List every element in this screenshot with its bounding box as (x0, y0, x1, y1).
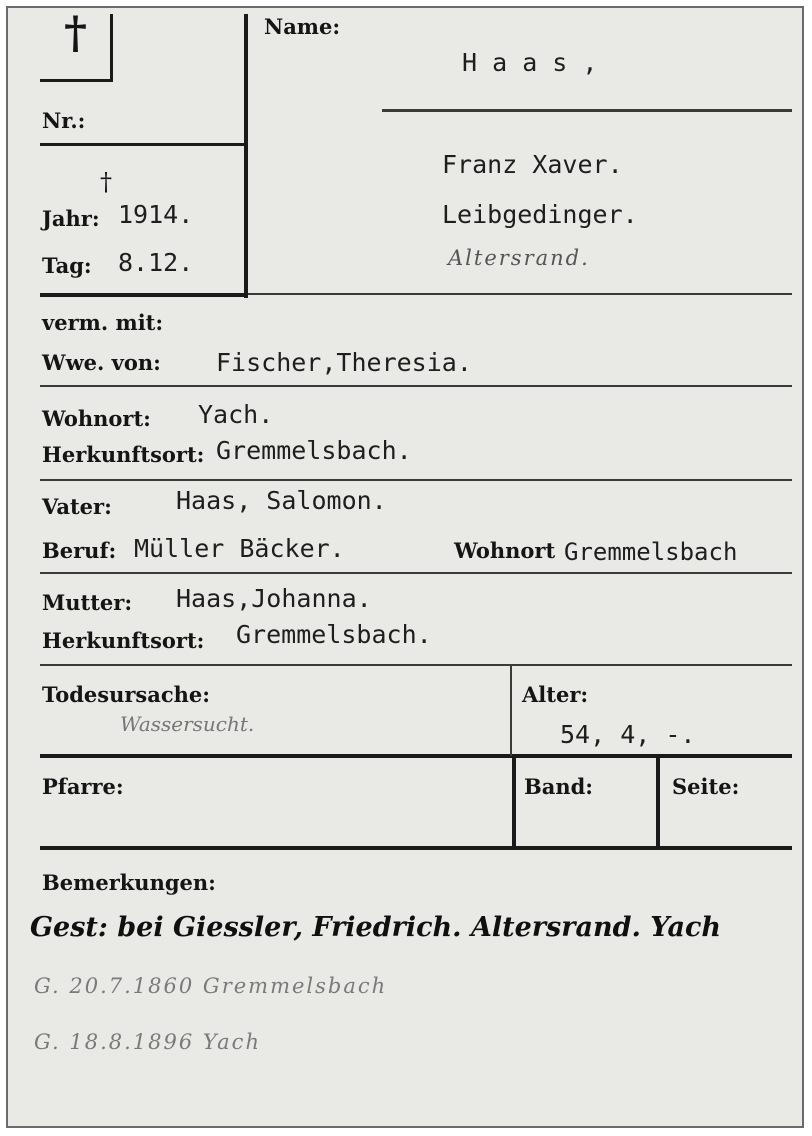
father-wohnort-label: Wohnort (454, 538, 556, 563)
residence-section-rule (40, 479, 792, 481)
seite-label: Seite: (672, 774, 740, 799)
pfarre-band-divider (512, 756, 516, 848)
cross-box-bottom-rule (40, 79, 110, 82)
age-value: 54, 4, -. (560, 720, 696, 749)
death-year-value: 1914. (118, 200, 194, 229)
vater-label: Vater: (42, 494, 112, 519)
header-bottom-rule (248, 293, 792, 295)
death-record-card (6, 6, 804, 1128)
name-label: Name: (264, 14, 341, 39)
pfarre-label: Pfarre: (42, 774, 124, 799)
occupation-handwritten-value: Altersrand. (448, 246, 590, 270)
bemerkungen-label: Bemerkungen: (42, 870, 216, 895)
wohnort-label: Wohnort: (42, 406, 151, 431)
father-section-rule (40, 572, 792, 574)
father-occupation-value: Müller Bäcker. (134, 534, 345, 563)
origin-value: Gremmelsbach. (216, 436, 412, 465)
todesursache-label: Todesursache: (42, 682, 211, 707)
verm-mit-label: verm. mit: (42, 310, 164, 335)
widow-of-value: Fischer,Theresia. (216, 348, 472, 377)
cause-section-rule (40, 754, 792, 758)
spouse-section-rule (40, 385, 792, 387)
occupation-value: Leibgedinger. (442, 200, 638, 229)
death-cross-symbol: † (64, 8, 88, 59)
mutter-label: Mutter: (42, 590, 133, 615)
date-box-bottom-rule (40, 293, 248, 297)
death-day-value: 8.12. (118, 248, 194, 277)
mother-origin-value: Gremmelsbach. (236, 620, 432, 649)
cross-box-right-rule (110, 14, 113, 82)
mother-section-rule (40, 664, 792, 666)
header-vertical-rule (244, 14, 248, 298)
mother-herkunftsort-label: Herkunftsort: (42, 628, 205, 653)
herkunftsort-label: Herkunftsort: (42, 442, 205, 467)
name-underline (382, 109, 792, 112)
surname-value: H a a s , (462, 48, 598, 77)
wwe-von-label: Wwe. von: (42, 350, 161, 375)
remarks-line-2: G. 20.7.1860 Gremmelsbach (34, 974, 388, 998)
father-residence-value: Gremmelsbach (564, 538, 738, 566)
nr-label: Nr.: (42, 108, 86, 133)
band-seite-divider (656, 756, 660, 848)
death-date-cross-symbol: † (100, 168, 112, 196)
beruf-label: Beruf: (42, 538, 117, 563)
cause-age-divider (510, 666, 512, 756)
alter-label: Alter: (522, 682, 589, 707)
cause-of-death-value: Wassersucht. (120, 712, 255, 736)
father-value: Haas, Salomon. (176, 486, 387, 515)
given-names-value: Franz Xaver. (442, 150, 623, 179)
residence-value: Yach. (198, 400, 274, 429)
band-label: Band: (524, 774, 594, 799)
tag-label: Tag: (42, 253, 92, 278)
jahr-label: Jahr: (42, 206, 100, 231)
remarks-line-3: G. 18.8.1896 Yach (34, 1030, 261, 1054)
mother-value: Haas,Johanna. (176, 584, 372, 613)
nr-divider-rule (40, 143, 246, 146)
remarks-line-1: Gest: bei Giessler, Friedrich. Altersrand. Yach (30, 912, 722, 943)
parish-section-rule (40, 846, 792, 850)
